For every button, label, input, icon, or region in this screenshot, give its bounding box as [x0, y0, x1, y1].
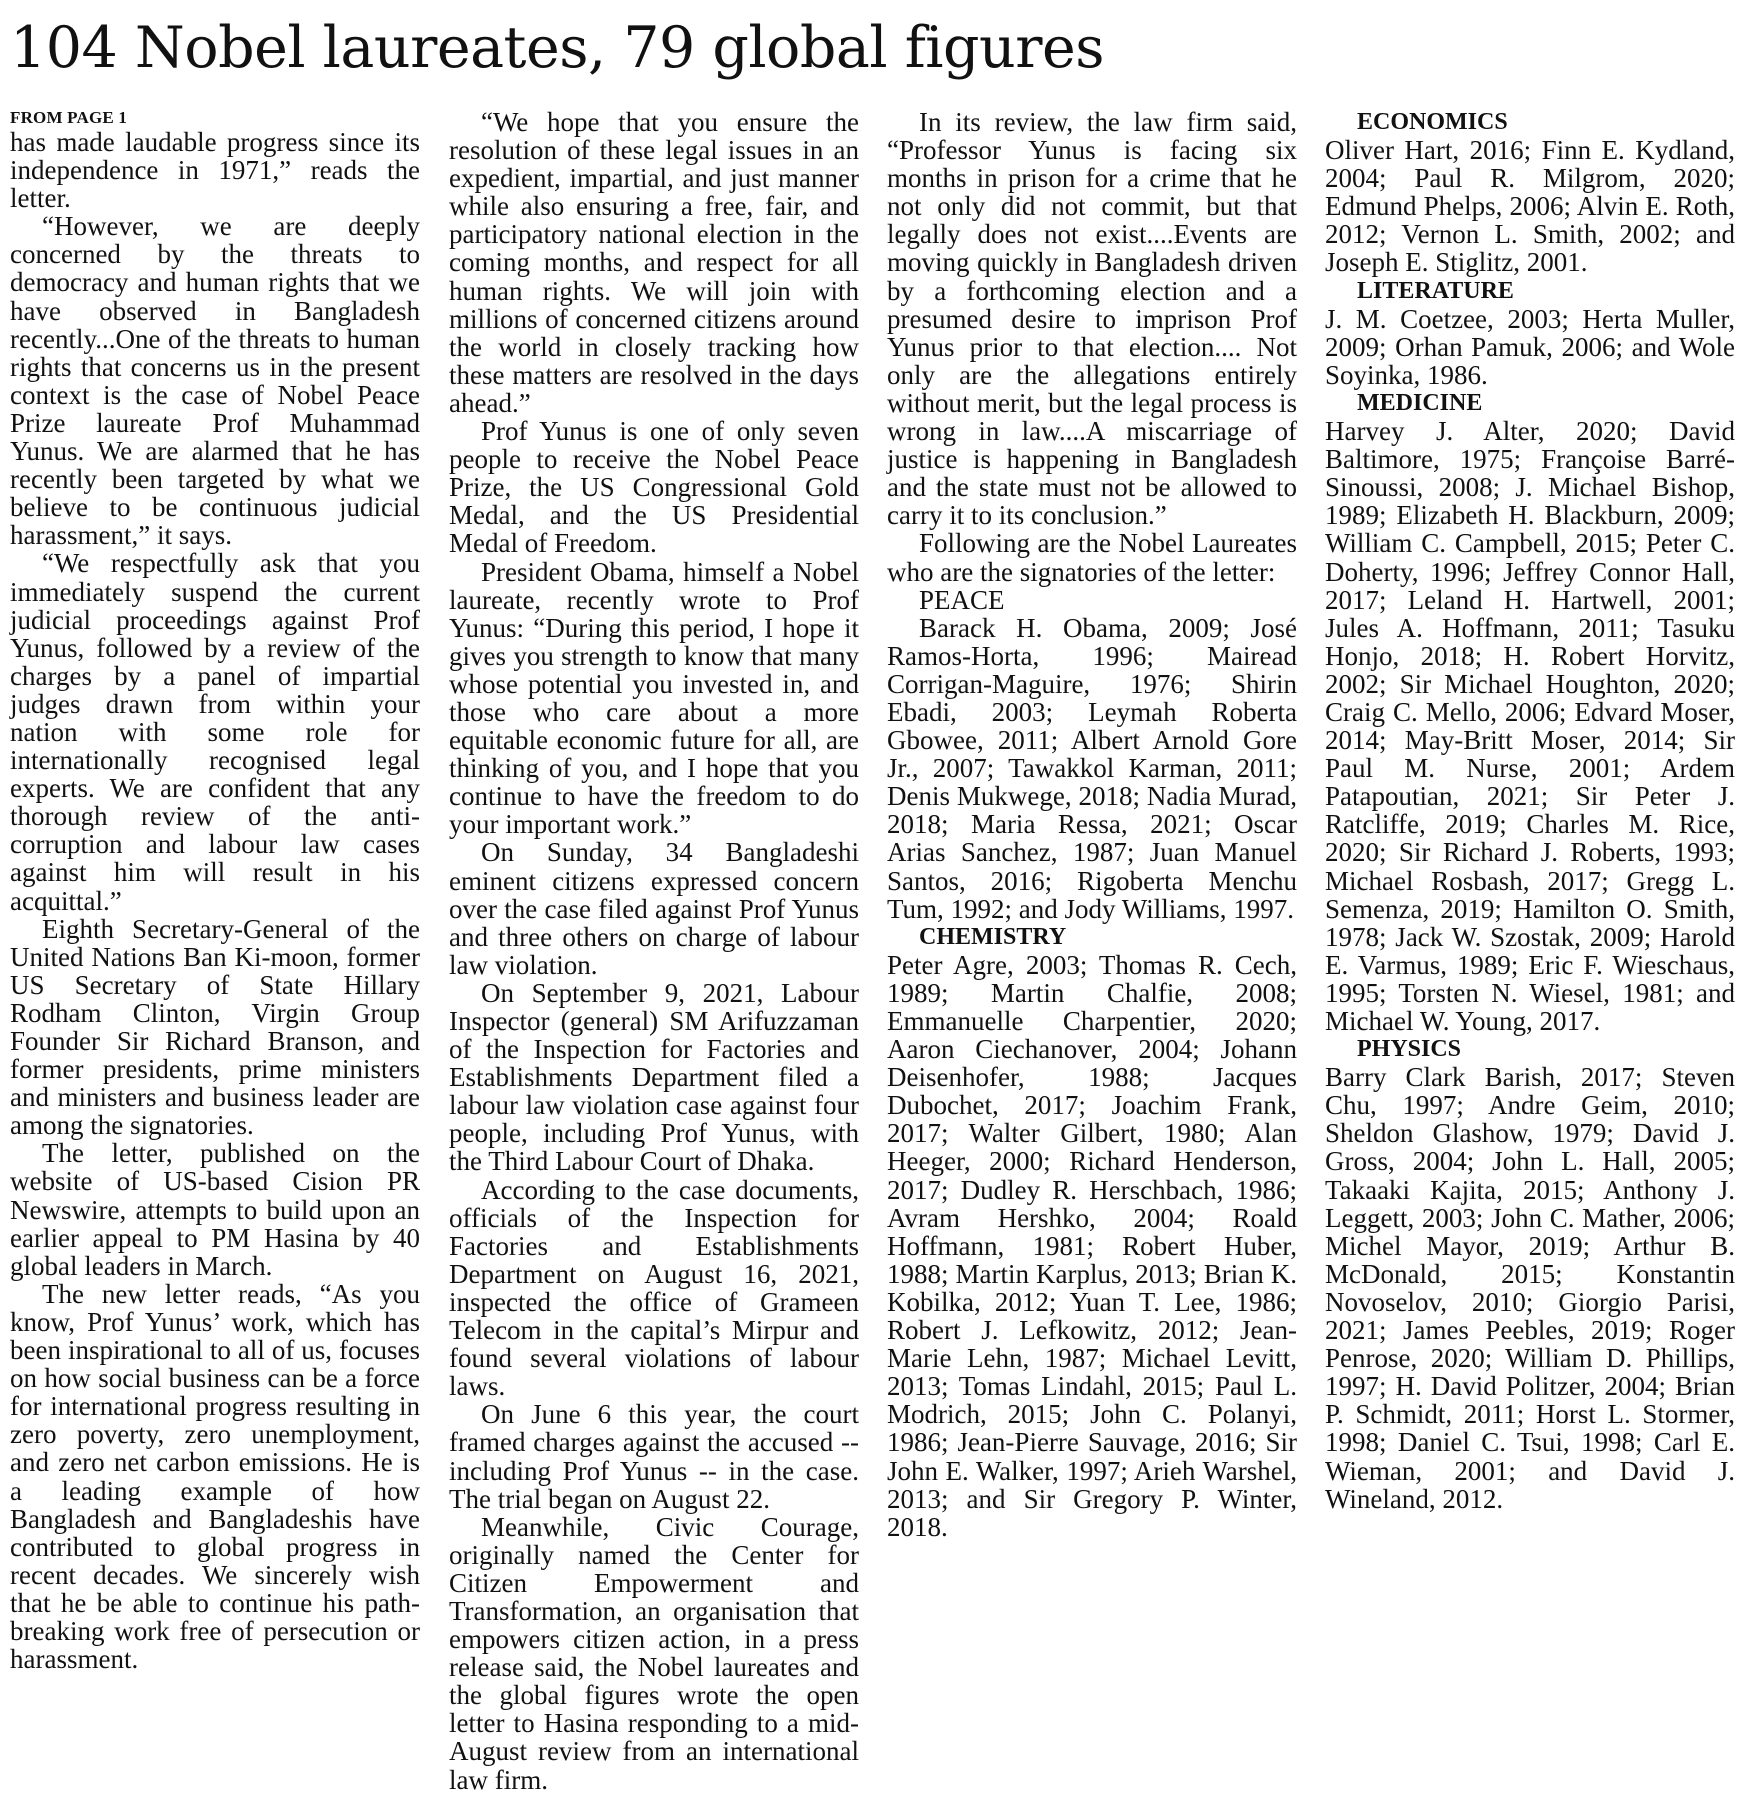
laureate-list-peace: Barack H. Obama, 2009; José Ramos-Horta, 1996; Mairead Corrigan-Maguire, 1976; Shirin Ebadi, 2003; Leymah Roberta Gbowee, 2011; Albert Arnold Gore Jr., 2007; Tawakkol Karman, 2011; Denis Mukwege, 2018; Nadia Murad, 2018; Maria Ressa, 2021; Oscar Arias Sanchez, 1987; Juan Manuel Santos, 2016; Rigoberta Menchu Tum, 1992; and Jody Williams, 1997.: [887, 612, 1297, 924]
article-paragraph: Eighth Secretary-General of the United Nations Ban Ki-moon, former US Secretary of State Hillary Rodham Clinton, Virgin Group Founder Sir Richard Branson, and former presidents, prime ministers and ministers and business leader are among the signatories.: [10, 913, 420, 1141]
article-paragraph: On June 6 this year, the court framed charges against the accused -- including Prof Yunus -- in the case. The trial began on August 22.: [449, 1399, 859, 1514]
section-heading-medicine: MEDICINE: [1357, 389, 1483, 416]
section-heading-economics: ECONOMICS: [1357, 109, 1508, 135]
article-paragraph: The letter, published on the website of US-based Cision PR Newswire, attempts to build upon an earlier appeal to PM Hasina by 40 global leaders in March.: [10, 1138, 420, 1281]
article-paragraph: The new letter reads, “As you know, Prof Yunus’ work, which has been inspirational to all of us, focuses on how social business can be a force for international progress resulting in zero poverty, zero unemployment, and zero net carbon emissions. He is a leading example of how Bangladesh and Bangladeshis have contributed to global progress in recent decades. We sincerely wish that he be able to continue his path-breaking work free of persecution or harassment.: [10, 1278, 420, 1675]
article-paragraph: Prof Yunus is one of only seven people to receive the Nobel Peace Prize, the US Congressional Gold Medal, and the US Presidential Medal of Freedom.: [449, 416, 859, 559]
article-paragraph: On September 9, 2021, Labour Inspector (general) SM Arifuzzaman of the Inspection for Factories and Establishments Department filed a labour law violation case against four people, including Prof Yunus, with the Third Labour Court of Dhaka.: [449, 977, 859, 1177]
laureate-list-economics: Oliver Hart, 2016; Finn E. Kydland, 2004; Paul R. Milgrom, 2020; Edmund Phelps, 2006; Alvin E. Roth, 2012; Vernon L. Smith, 2002; and Joseph E. Stiglitz, 2001.: [1325, 135, 1735, 278]
laureate-list-chemistry: Peter Agre, 2003; Thomas R. Cech, 1989; Martin Chalfie, 2008; Emmanuelle Charpentier, 2020; Aaron Ciechanover, 2004; Johann Deisenhofer, 1988; Jacques Dubochet, 2017; Joachim Frank, 2017; Walter Gilbert, 1980; Alan Heeger, 2000; Richard Henderson, 2017; Dudley R. Herschbach, 1986; Avram Hershko, 2004; Roald Hoffmann, 1981; Robert Huber, 1988; Martin Karplus, 2013; Brian K. Kobilka, 2012; Yuan T. Lee, 1986; Robert J. Lefkowitz, 2012; Jean-Marie Lehn, 1987; Michael Levitt, 2013; Tomas Lindahl, 2015; Paul L. Modrich, 2015; John C. Polanyi, 1986; Jean-Pierre Sauvage, 2016; Sir John E. Walker, 1997; Arieh Warshel, 2013; and Sir Gregory P. Winter, 2018.: [887, 949, 1297, 1542]
laureate-list-medicine: Harvey J. Alter, 2020; David Baltimore, 1975; Françoise Barré-Sinoussi, 2008; J. Michael Bishop, 1989; Elizabeth H. Blackburn, 2009; William C. Campbell, 2015; Peter C. Doherty, 1996; Jeffrey Connor Hall, 2017; Leland H. Hartwell, 2001; Jules A. Hoffmann, 2011; Tasuku Honjo, 2018; H. Robert Horvitz, 2002; Sir Michael Houghton, 2020; Craig C. Mello, 2006; Edvard Moser, 2014; May-Britt Moser, 2014; Sir Paul M. Nurse, 2001; Ardem Patapoutian, 2021; Sir Peter J. Ratcliffe, 2019; Charles M. Rice, 2020; Sir Richard J. Roberts, 1993; Michael Rosbash, 2017; Gregg L. Semenza, 2019; Hamilton O. Smith, 1978; Jack W. Szostak, 2009; Harold E. Varmus, 1989; Eric F. Wieschaus, 1995; Torsten N. Wiesel, 1981; and Michael W. Young, 2017.: [1325, 416, 1735, 1036]
article-paragraph: According to the case documents, officials of the Inspection for Factories and Establishments Department on August 16, 2021, inspected the office of Grameen Telecom in the capital’s Mirpur and found several violations of labour laws.: [449, 1174, 859, 1402]
laureate-list-physics: Barry Clark Barish, 2017; Steven Chu, 1997; Andre Geim, 2010; Sheldon Glashow, 1979; David J. Gross, 2004; John L. Hall, 2005; Takaaki Kajita, 2015; Anthony J. Leggett, 2003; John C. Mather, 2006; Michel Mayor, 2019; Arthur B. McDonald, 2015; Konstantin Novoselov, 2010; Giorgio Parisi, 2021; James Peebles, 2019; Roger Penrose, 2020; William D. Phillips, 1997; H. David Politzer, 2004; Brian P. Schmidt, 2011; Horst L. Stormer, 1998; Daniel C. Tsui, 1998; Carl E. Wieman, 2001; and David J. Wineland, 2012.: [1325, 1062, 1735, 1514]
article-column-3: [887, 108, 1297, 1643]
article-paragraph: In its review, the law firm said, “Professor Yunus is facing six months in prison for a crime that he not only did not commit, but that legally does not exist....Events are moving quickly in Bangladesh driven by a forthcoming election and a presumed desire to imprison Prof Yunus prior to that election.... Not only are the allegations entirely without merit, but the legal process is wrong in law....A miscarriage of justice is happening in Bangladesh and the state must not be allowed to carry it to its conclusion.”: [887, 107, 1297, 531]
article-paragraph: On Sunday, 34 Bangladeshi eminent citizens expressed concern over the case filed against Prof Yunus and three others on charge of labour law violation.: [449, 837, 859, 980]
article-paragraph: President Obama, himself a Nobel laureate, recently wrote to Prof Yunus: “During this period, I hope it gives you strength to know that many whose potential you invested in, and those who care about a more equitable economic future for all, are thinking of you, and I hope that you continue to have the freedom to do your important work.”: [449, 556, 859, 840]
article-paragraph: “We respectfully ask that you immediately suspend the current judicial proceedings against Prof Yunus, followed by a review of the charges by a panel of impartial judges drawn from within your nation with some role for internationally recognised legal experts. We are confident that any thorough review of the anti-corruption and labour law cases against him will result in his acquittal.”: [10, 548, 420, 916]
section-heading-literature: LITERATURE: [1357, 277, 1514, 304]
article-paragraph: Following are the Nobel Laureates who are the signatories of the letter:: [887, 528, 1297, 587]
article-paragraph: has made laudable progress since its independence in 1971,” reads the letter.: [10, 127, 420, 214]
laureate-list-literature: J. M. Coetzee, 2003; Herta Muller, 2009; Orhan Pamuk, 2006; and Wole Soyinka, 1986.: [1325, 303, 1735, 390]
section-heading-peace: PEACE: [919, 584, 1005, 615]
article-column-1: [10, 108, 420, 1675]
article-column-2: [449, 107, 859, 1795]
section-heading-chemistry: CHEMISTRY: [919, 923, 1067, 950]
article-paragraph: Meanwhile, Civic Courage, originally named the Center for Citizen Empowerment and Transformation, an organisation that empowers citizen action, in a press release said, the Nobel laureates and the global figures wrote the open letter to Hasina responding to a mid-August review from an international law firm.: [449, 1511, 859, 1795]
article-column-4: [1325, 108, 1735, 1643]
headline: 104 Nobel laureates, 79 global figures: [10, 15, 1104, 81]
jump-kicker: FROM PAGE 1: [10, 108, 128, 127]
article-paragraph: “However, we are deeply concerned by the threats to democracy and human rights that we have observed in Bangladesh recently...One of the threats to human rights that concerns us in the present context is the case of Nobel Peace Prize laureate Prof Muhammad Yunus. We are alarmed that he has recently been targeted by what we believe to be continuous judicial harassment,” it says.: [10, 211, 420, 551]
section-heading-physics: PHYSICS: [1357, 1036, 1462, 1063]
article-paragraph: “We hope that you ensure the resolution of these legal issues in an expedient, impartial, and just manner while also ensuring a free, fair, and participatory national election in the coming months, and respect for all human rights. We will join with millions of concerned citizens around the world in closely tracking how these matters are resolved in the days ahead.”: [449, 107, 859, 418]
